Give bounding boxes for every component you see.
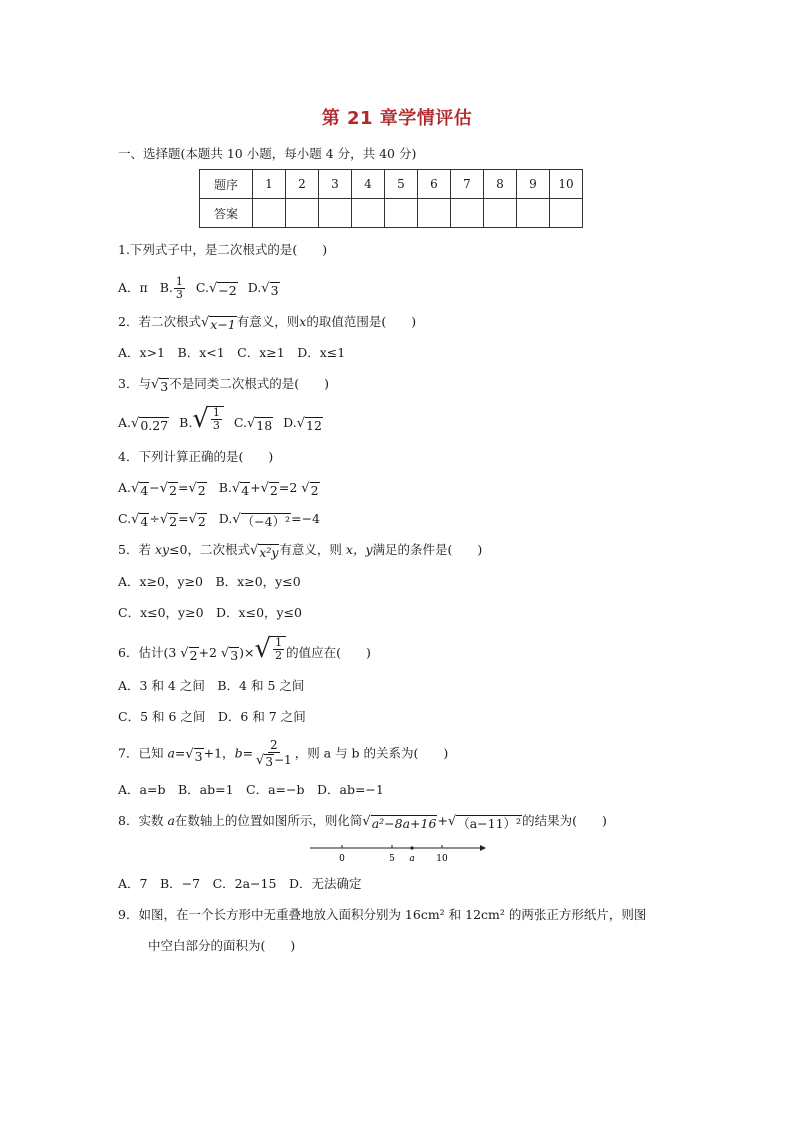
- radicand: （−4）²: [241, 514, 291, 529]
- section-heading: 一、选择题(本题共 10 小题，每小题 4 分，共 40 分): [118, 146, 417, 161]
- answer-cell[interactable]: [517, 199, 550, 228]
- stem-text: 的结果为( ): [522, 813, 607, 828]
- question-4-options-ab: [118, 479, 320, 498]
- answer-cell[interactable]: [253, 199, 286, 228]
- stem-text: 有意义，则: [236, 314, 300, 329]
- question-2-options: A．x>1 B．x<1 C．x≥1 D．x≤1: [118, 345, 346, 360]
- radicand: （a−11）²: [457, 816, 522, 831]
- question-number-cell: 8: [484, 170, 517, 199]
- radicand: 2: [310, 483, 319, 498]
- option-a-label: A.: [118, 480, 132, 495]
- answer-cell[interactable]: [550, 199, 583, 228]
- operator: =−4: [291, 511, 321, 526]
- radical: √ $\frac{1}{3}$: [192, 404, 224, 434]
- question-8-stem: [118, 812, 607, 831]
- question-6-options-cd: C．5 和 6 之间 D．6 和 7 之间: [118, 709, 306, 724]
- question-number-cell: 10: [550, 170, 583, 199]
- option-c-label: C.: [118, 511, 132, 526]
- radicand: [209, 406, 224, 432]
- radicand: a²−8a+16: [371, 816, 437, 831]
- numerator: 1: [175, 275, 183, 288]
- stem-text: 在数轴上的位置如图所示，则化简: [174, 813, 363, 828]
- answer-table: [199, 169, 583, 228]
- question-6-stem: [118, 634, 371, 668]
- page-title: 第 21 章学情评估: [321, 108, 473, 129]
- stem-text: +2: [198, 645, 221, 660]
- operator: =2: [278, 480, 302, 495]
- answer-cell[interactable]: [385, 199, 418, 228]
- denominator-tail: −1: [273, 753, 292, 767]
- variable: xy: [154, 542, 170, 557]
- tick-label: 5: [389, 854, 395, 864]
- radical: √ 3: [150, 377, 169, 394]
- question-9-stem-line-1: 9．如图，在一个长方形中无重叠地放入面积分别为 16cm² 和 12cm² 的两张正方形纸片，则图: [118, 907, 647, 922]
- option-c-label: C.: [195, 280, 209, 295]
- option-d-label: D.: [247, 280, 262, 295]
- answer-cell[interactable]: [319, 199, 352, 228]
- option-b-label: B.: [218, 480, 232, 495]
- question-6-options-ab: A．3 和 4 之间 B．4 和 5 之间: [118, 678, 305, 693]
- radical: √ （−4）²: [232, 512, 291, 529]
- answer-cell[interactable]: [352, 199, 385, 228]
- fraction: [273, 637, 284, 662]
- radical: √ 2: [260, 481, 278, 498]
- radical: √ 2: [159, 481, 177, 498]
- question-number-cell: 7: [451, 170, 484, 199]
- radical: √ （a−11）²: [447, 814, 522, 831]
- option-d-label: D.: [283, 415, 297, 430]
- stem-text: 的取值范围是( ): [306, 314, 417, 329]
- radicand: 3: [270, 283, 279, 298]
- radicand: 2: [169, 483, 177, 498]
- answer-cell[interactable]: [484, 199, 517, 228]
- fraction: [254, 738, 294, 770]
- table-row: [200, 170, 583, 199]
- radical: √ 2: [188, 481, 206, 498]
- radicand: x−1: [210, 317, 236, 332]
- radicand: 12: [306, 418, 322, 433]
- radical: √ 2: [301, 481, 319, 498]
- option-d-label: D.: [218, 511, 233, 526]
- radical: √ 2: [180, 646, 198, 663]
- radicand: 0.27: [140, 418, 169, 433]
- axis-arrow: [480, 845, 486, 851]
- radicand: 3: [160, 379, 169, 394]
- radicand: x²y: [259, 545, 279, 560]
- radical: √ x−1: [200, 315, 236, 332]
- stem-text: 8．实数: [118, 813, 168, 828]
- stem-text: 5．若: [118, 542, 155, 557]
- stem-text: 2．若二次根式: [118, 314, 201, 329]
- radical: √ 4: [131, 481, 149, 498]
- radicand: 4: [140, 514, 149, 529]
- question-9-stem-line-2: 中空白部分的面积为( ): [148, 938, 296, 953]
- radical: √ 4: [231, 481, 250, 498]
- variable: b=: [234, 745, 254, 761]
- radicand: 4: [140, 483, 149, 498]
- number-line-diagram: [310, 840, 490, 864]
- radicand: 3: [194, 748, 203, 764]
- radical: √ 3: [220, 646, 239, 663]
- radical: √ 3: [261, 281, 279, 298]
- operator: =: [178, 480, 189, 495]
- question-5-options-ab: A．x≥0，y≥0 B．x≥0，y≤0: [118, 574, 301, 589]
- radicand: 2: [197, 483, 206, 498]
- question-3-stem: [118, 375, 329, 394]
- stem-text: +1，: [203, 745, 235, 761]
- radical: √ 3: [256, 753, 273, 769]
- answer-cell[interactable]: [451, 199, 484, 228]
- variable: x: [299, 314, 307, 329]
- question-5-options-cd: C．x≤0，y≥0 D．x≤0，y≤0: [118, 605, 303, 620]
- option-b-label: B.: [179, 415, 193, 430]
- numerator: 2: [270, 738, 278, 752]
- question-number-cell: 6: [418, 170, 451, 199]
- option-c-label: C.: [233, 415, 247, 430]
- radical: √ 3: [185, 746, 203, 764]
- denominator: 3: [175, 288, 183, 301]
- stem-text: 3．与: [118, 376, 151, 391]
- stem-text: ，则 a 与 b 的关系为( ): [294, 745, 449, 761]
- denominator: 2: [275, 649, 283, 662]
- question-number-cell: 5: [385, 170, 418, 199]
- denominator: [254, 753, 294, 770]
- point-label: a: [409, 854, 415, 864]
- tick-label: 0: [339, 854, 345, 864]
- question-number-cell: 3: [319, 170, 352, 199]
- fraction: [211, 407, 222, 432]
- radicand: 3: [230, 648, 239, 663]
- operator: +: [250, 480, 261, 495]
- question-8-options: A．7 B．−7 C．2a−15 D．无法确定: [118, 876, 362, 891]
- radicand: 2: [197, 514, 206, 529]
- radical: √ $\frac{1}{2}$: [255, 634, 287, 664]
- fraction: [174, 276, 185, 301]
- numerator: 1: [275, 636, 283, 649]
- tick-label: 10: [436, 854, 448, 864]
- table-answer-label: 答案: [200, 199, 253, 228]
- operator: =: [178, 511, 189, 526]
- radicand: −2: [218, 283, 237, 298]
- radicand: [271, 636, 286, 662]
- radical: √ x²y: [250, 543, 279, 560]
- operator: −: [149, 480, 160, 495]
- option-a: A．π: [118, 280, 148, 295]
- question-1-options: [118, 276, 280, 301]
- question-number-cell: 4: [352, 170, 385, 199]
- radical: √ a²−8a+16: [362, 814, 437, 831]
- stem-text: 有意义，则: [279, 542, 346, 557]
- question-number-cell: 1: [253, 170, 286, 199]
- question-number-cell: 2: [286, 170, 319, 199]
- radical: √ 12: [296, 416, 322, 433]
- radical: √ 18: [246, 416, 273, 433]
- stem-text: )×: [239, 645, 255, 660]
- table-row: [200, 199, 583, 228]
- radicand: 3: [265, 755, 273, 769]
- radical: √ 4: [131, 512, 149, 529]
- stem-text: 不是同类二次根式的是( ): [169, 376, 329, 391]
- question-number-cell: 9: [517, 170, 550, 199]
- operator: ÷: [149, 511, 160, 526]
- stem-text: 满足的条件是( ): [372, 542, 483, 557]
- option-a-label: A.: [118, 415, 132, 430]
- stem-text: 7．已知: [118, 745, 168, 761]
- variable: a=: [167, 745, 186, 761]
- stem-text: +: [437, 813, 448, 828]
- answer-cell[interactable]: [418, 199, 451, 228]
- point-a: [410, 846, 413, 849]
- question-5-stem: [118, 541, 482, 560]
- radical: √ 2: [188, 512, 206, 529]
- question-7-options: A．a=b B．ab=1 C．a=−b D．ab=−1: [118, 782, 384, 797]
- stem-text: ≤0，二次根式: [169, 542, 250, 557]
- question-7-stem: [118, 738, 448, 770]
- question-2-stem: [118, 313, 416, 332]
- question-4-options-cd: [118, 510, 320, 529]
- stem-text: 的值应在( ): [286, 645, 371, 660]
- radicand: 18: [256, 418, 273, 433]
- variable: x，y: [345, 542, 373, 557]
- radical: √ 0.27: [131, 416, 169, 433]
- radical: √ −2: [208, 281, 237, 298]
- table-header-cell: 题序: [200, 170, 253, 199]
- radical: √ 2: [159, 512, 178, 529]
- radicand: 2: [169, 514, 178, 529]
- option-b-label: B.: [159, 280, 173, 295]
- question-3-options: [118, 404, 323, 438]
- question-1-stem: 1.下列式子中，是二次根式的是( ): [118, 242, 328, 257]
- variable: a: [167, 813, 175, 828]
- radicand: 4: [241, 483, 250, 498]
- stem-text: 6．估计(3: [118, 645, 181, 660]
- answer-cell[interactable]: [286, 199, 319, 228]
- question-4-stem: 4．下列计算正确的是( ): [118, 449, 274, 464]
- numerator: 1: [212, 406, 220, 419]
- radicand: 2: [189, 648, 198, 663]
- radicand: 2: [269, 483, 278, 498]
- denominator: 3: [212, 419, 220, 432]
